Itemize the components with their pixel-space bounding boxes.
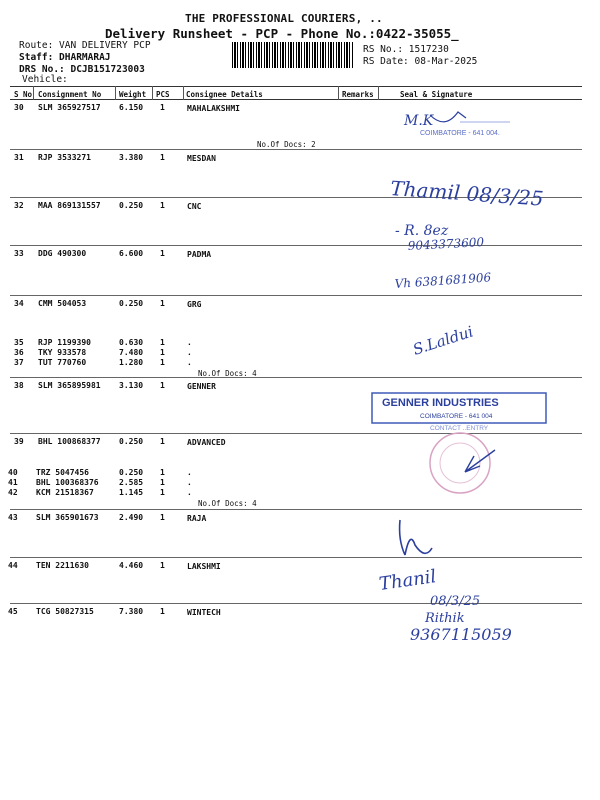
row-pcs: 1 xyxy=(160,478,165,487)
row-weight: 2.490 xyxy=(119,513,144,522)
row-sno: 38 xyxy=(14,381,24,390)
row-sno: 35 xyxy=(14,338,24,347)
row-consignment-no: TCG 50827315 xyxy=(36,607,94,616)
row-pcs: 1 xyxy=(160,103,165,112)
rs-number: RS No.: 1517230 xyxy=(363,44,449,55)
row-consignment-no: SLM 365895981 xyxy=(38,381,101,390)
row-sno: 41 xyxy=(8,478,18,487)
row-consignee: WINTECH xyxy=(187,608,221,617)
signature-row-45: Rithik xyxy=(425,611,465,626)
row-consignment-no: MAA 869131557 xyxy=(38,201,101,210)
row-consignee: . xyxy=(187,468,192,477)
row-sno: 30 xyxy=(14,103,24,112)
stamp-footer: CONTACT ..ENTRY xyxy=(430,425,489,432)
row-consignment-no: TEN 2211630 xyxy=(36,561,89,570)
vehicle-label: Vehicle: xyxy=(22,74,68,85)
row-consignment-no: TRZ 5047456 xyxy=(36,468,89,477)
row-pcs: 1 xyxy=(160,201,165,210)
row-pcs: 1 xyxy=(160,468,165,477)
row-sno: 40 xyxy=(8,468,18,477)
col-consignment: Consignment No xyxy=(38,90,102,99)
staff-label: Staff: DHARMARAJ xyxy=(19,52,111,63)
row-pcs: 1 xyxy=(160,561,165,570)
row-consignment-no: RJP 3533271 xyxy=(38,153,91,162)
row-sno: 31 xyxy=(14,153,24,162)
row-consignee: PADMA xyxy=(187,250,212,259)
signature-row-35: S.Laldui xyxy=(410,322,476,359)
signature-row-32: - R. 8ez xyxy=(395,223,449,239)
row-consignee: LAKSHMI xyxy=(187,562,221,571)
signature-row-33: Vh 6381681906 xyxy=(394,270,492,291)
row-weight: 0.250 xyxy=(119,299,144,308)
col-sno: S No xyxy=(14,90,33,99)
rs-date: RS Date: 08-Mar-2025 xyxy=(363,56,478,67)
row-pcs: 1 xyxy=(160,607,165,616)
col-weight: Weight xyxy=(119,90,147,99)
row-consignee: MAHALAKSHMI xyxy=(187,104,240,113)
row-consignee: . xyxy=(187,358,192,367)
row-pcs: 1 xyxy=(160,437,165,446)
row-weight: 0.250 xyxy=(119,468,144,477)
row-sno: 37 xyxy=(14,358,24,367)
row-weight: 2.585 xyxy=(119,478,144,487)
row-sno: 44 xyxy=(8,561,18,570)
row-weight: 7.380 xyxy=(119,607,144,616)
row-sno: 34 xyxy=(14,299,24,308)
company-name: THE PROFESSIONAL COURIERS, .. xyxy=(185,12,383,25)
row-sno: 39 xyxy=(14,437,24,446)
drs-number: DRS No.: DCJB151723003 xyxy=(19,64,145,75)
row-weight: 7.480 xyxy=(119,348,144,357)
row-consignment-no: SLM 365901673 xyxy=(36,513,99,522)
stamp-company: GENNER INDUSTRIES xyxy=(382,397,499,409)
signature-row-43 xyxy=(400,520,432,555)
phone-row-45: 9367115059 xyxy=(410,625,512,644)
signature-date-row-44: 08/3/25 xyxy=(430,594,481,609)
row-pcs: 1 xyxy=(160,488,165,497)
row-consignment-no: BHL 100368376 xyxy=(36,478,99,487)
row-consignment-no: TKY 933578 xyxy=(38,348,87,357)
row-pcs: 1 xyxy=(160,348,165,357)
row-weight: 6.600 xyxy=(119,249,144,258)
row-consignee: . xyxy=(187,338,192,347)
round-stamp-row-40 xyxy=(430,433,495,493)
row-weight: 0.250 xyxy=(119,201,144,210)
row-weight: 3.380 xyxy=(119,153,144,162)
row-pcs: 1 xyxy=(160,249,165,258)
row-sno: 36 xyxy=(14,348,24,357)
row-pcs: 1 xyxy=(160,513,165,522)
row-pcs: 1 xyxy=(160,358,165,367)
row-sno: 33 xyxy=(14,249,24,258)
row-consignee: RAJA xyxy=(187,514,207,523)
signature-row-44: Thanil xyxy=(377,566,438,595)
row-weight: 1.280 xyxy=(119,358,144,367)
row-pcs: 1 xyxy=(160,338,165,347)
stamp-text-row-30: COIMBATORE - 641 004. xyxy=(420,130,500,137)
col-divider xyxy=(378,86,379,100)
row-sno: 45 xyxy=(8,607,18,616)
row-consignee: . xyxy=(187,478,192,487)
col-divider xyxy=(33,86,34,100)
row-consignee: GRG xyxy=(187,300,202,309)
col-consignee: Consignee Details xyxy=(186,90,263,99)
table-header-top-rule xyxy=(10,86,582,87)
col-divider xyxy=(115,86,116,100)
col-divider xyxy=(183,86,184,100)
route-label: Route: VAN DELIVERY PCP xyxy=(19,40,151,51)
row-sno: 42 xyxy=(8,488,18,497)
row-pcs: 1 xyxy=(160,153,165,162)
row-consignment-no: DDG 490300 xyxy=(38,249,87,258)
row-weight: 6.150 xyxy=(119,103,144,112)
row-consignee: . xyxy=(187,348,192,357)
row-weight: 3.130 xyxy=(119,381,144,390)
runsheet-title: Delivery Runsheet - PCP - Phone No.:0422-35055_ xyxy=(105,26,459,41)
row-consignment-no: CMM 504053 xyxy=(38,299,87,308)
col-divider xyxy=(152,86,153,100)
row-consignment-no: TUT 770760 xyxy=(38,358,87,367)
row-docs-count: No.Of Docs: 4 xyxy=(198,499,257,508)
stamp-row-30 xyxy=(403,112,510,137)
row-consignee: CNC xyxy=(187,202,202,211)
row-weight: 0.630 xyxy=(119,338,144,347)
row-docs-count: No.Of Docs: 4 xyxy=(198,369,257,378)
col-remarks: Remarks xyxy=(342,90,374,99)
stamp-location: COIMBATORE - 641 004 xyxy=(420,413,493,420)
col-pcs: PCS xyxy=(156,90,170,99)
row-consignee: GENNER xyxy=(187,382,216,391)
signatures-layer xyxy=(370,100,600,660)
row-pcs: 1 xyxy=(160,381,165,390)
row-consignment-no: SLM 365927517 xyxy=(38,103,101,112)
row-docs-count: No.Of Docs: 2 xyxy=(257,140,316,149)
row-weight: 4.460 xyxy=(119,561,144,570)
row-consignee: MESDAN xyxy=(187,154,216,163)
phone-row-32: 9043373600 xyxy=(407,235,485,253)
signature-row-31: Thamil 08/3/25 xyxy=(389,176,545,211)
col-seal-signature: Seal & Signature xyxy=(400,90,473,99)
row-consignee: . xyxy=(187,488,192,497)
col-divider xyxy=(338,86,339,100)
row-consignment-no: RJP 1199390 xyxy=(38,338,91,347)
row-pcs: 1 xyxy=(160,299,165,308)
row-sno: 43 xyxy=(8,513,18,522)
row-weight: 1.145 xyxy=(119,488,144,497)
row-consignment-no: BHL 100868377 xyxy=(38,437,101,446)
genner-stamp xyxy=(372,393,546,432)
signature-row-30: M.K xyxy=(404,113,434,129)
row-consignee: ADVANCED xyxy=(187,438,226,447)
row-sno: 32 xyxy=(14,201,24,210)
barcode xyxy=(232,42,354,68)
row-consignment-no: KCM 21518367 xyxy=(36,488,94,497)
row-weight: 0.250 xyxy=(119,437,144,446)
